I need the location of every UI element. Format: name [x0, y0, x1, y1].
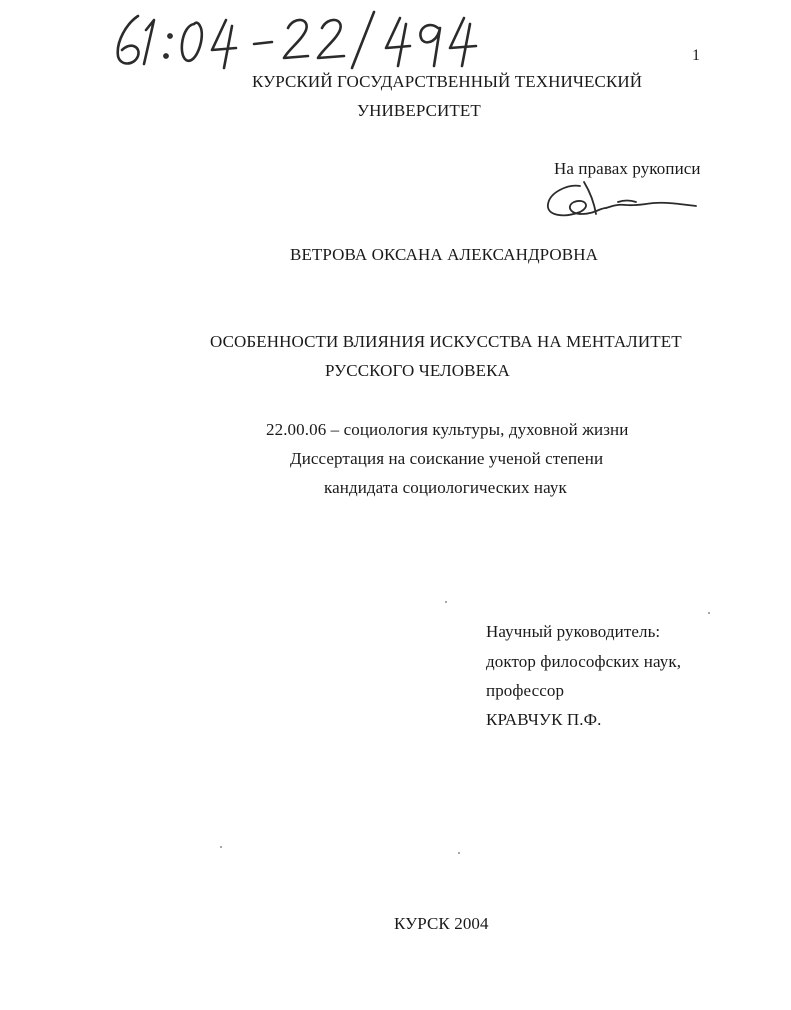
- city-and-year: КУРСК 2004: [394, 914, 489, 933]
- author-signature: [540, 178, 700, 226]
- supervisor-label: Научный руководитель:: [486, 622, 661, 641]
- dissertation-title-line1: ОСОБЕННОСТИ ВЛИЯНИЯ ИСКУССТВА НА МЕНТАЛИТЕТ: [210, 332, 682, 351]
- degree-line2: кандидата социологических наук: [324, 478, 567, 497]
- supervisor-name: КРАВЧУК П.Ф.: [486, 710, 602, 729]
- scan-speck: [220, 846, 222, 848]
- degree-line1: Диссертация на соискание ученой степени: [290, 449, 604, 468]
- university-name-line2: УНИВЕРСИТЕТ: [357, 101, 481, 120]
- dissertation-title-line2: РУССКОГО ЧЕЛОВЕКА: [325, 361, 510, 380]
- scan-speck: [708, 612, 710, 614]
- scan-speck: [445, 601, 447, 603]
- supervisor-degree: доктор философских наук,: [486, 652, 682, 671]
- scan-speck: [458, 852, 460, 854]
- archive-number-handwritten: [108, 6, 480, 72]
- supervisor-rank: профессор: [486, 681, 565, 700]
- specialty-code: 22.00.06 – социология культуры, духовной жизни: [266, 420, 629, 439]
- author-name: ВЕТРОВА ОКСАНА АЛЕКСАНДРОВНА: [290, 245, 598, 264]
- manuscript-rights-note: На правах рукописи: [554, 159, 701, 178]
- university-name-line1: КУРСКИЙ ГОСУДАРСТВЕННЫЙ ТЕХНИЧЕСКИЙ: [252, 72, 643, 91]
- page-number: 1: [692, 47, 701, 64]
